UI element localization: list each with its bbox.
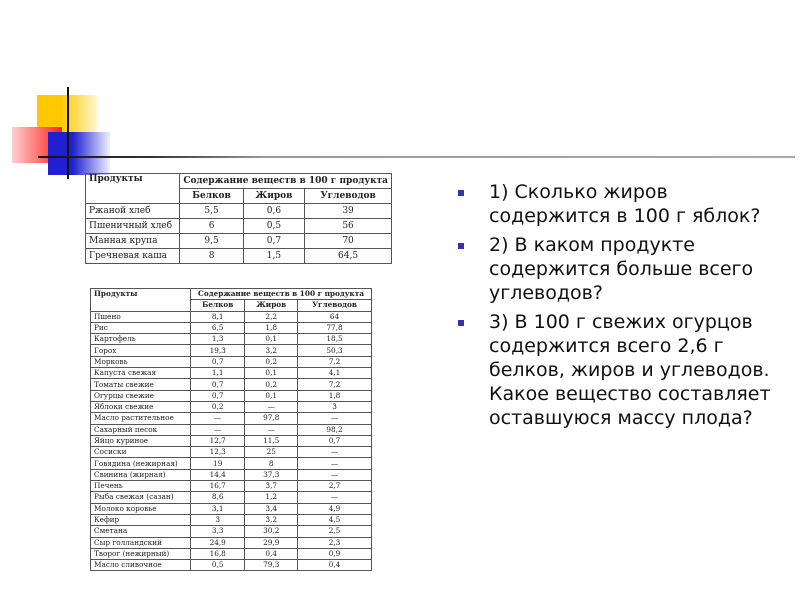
question-list xyxy=(458,180,793,435)
value-cell: 1,3 xyxy=(191,334,245,345)
product-name: Гречневая каша xyxy=(86,249,180,264)
value-cell: 24,9 xyxy=(191,537,245,548)
nutrition-table-small xyxy=(85,173,392,264)
value-cell: 77,8 xyxy=(298,322,372,333)
header-product: Продукты xyxy=(91,289,191,312)
bullet-icon xyxy=(458,190,464,196)
value-cell: — xyxy=(245,424,298,435)
product-name: Сыр голландский xyxy=(91,537,191,548)
value-cell: 6,5 xyxy=(191,322,245,333)
value-cell: 2,2 xyxy=(245,311,298,322)
table-row xyxy=(91,514,372,525)
value-cell: — xyxy=(298,458,372,469)
value-cell: — xyxy=(298,469,372,480)
value-cell: 1,1 xyxy=(191,368,245,379)
value-cell: 2,5 xyxy=(298,526,372,537)
value-cell: 4,5 xyxy=(298,514,372,525)
product-name: Горох xyxy=(91,345,191,356)
value-cell: 7,2 xyxy=(298,379,372,390)
table-row xyxy=(91,379,372,390)
value-cell: 0,1 xyxy=(245,334,298,345)
value-cell: 64,5 xyxy=(305,249,392,264)
decor-blue-square xyxy=(48,132,110,175)
product-name: Свинина (жирная) xyxy=(91,469,191,480)
table-row xyxy=(91,469,372,480)
value-cell: 1,8 xyxy=(245,322,298,333)
product-name: Рис xyxy=(91,322,191,333)
value-cell: 3,2 xyxy=(245,345,298,356)
value-cell: — xyxy=(191,413,245,424)
product-name: Молоко коровье xyxy=(91,503,191,514)
value-cell: — xyxy=(298,413,372,424)
product-name: Рыба свежая (сазан) xyxy=(91,492,191,503)
value-cell: 8,6 xyxy=(191,492,245,503)
table-row xyxy=(91,447,372,458)
value-cell: 6 xyxy=(180,219,243,234)
value-cell: 12,3 xyxy=(191,447,245,458)
header-group: Содержание веществ в 100 г продукта xyxy=(180,174,392,189)
value-cell: 0,5 xyxy=(191,560,245,571)
value-cell: 3 xyxy=(298,401,372,412)
value-cell: 16,8 xyxy=(191,548,245,559)
table-row xyxy=(91,368,372,379)
product-name: Творог (нежирный) xyxy=(91,548,191,559)
value-cell: 56 xyxy=(305,219,392,234)
table-row xyxy=(91,492,372,503)
value-cell: — xyxy=(298,447,372,458)
value-cell: 8 xyxy=(180,249,243,264)
value-cell: 0,9 xyxy=(298,548,372,559)
question-item xyxy=(458,180,793,228)
value-cell: 4,1 xyxy=(298,368,372,379)
product-name: Яйцо куриное xyxy=(91,435,191,446)
value-cell: — xyxy=(298,492,372,503)
product-name: Сосиски xyxy=(91,447,191,458)
table-row xyxy=(91,458,372,469)
value-cell: 4,9 xyxy=(298,503,372,514)
question-item xyxy=(458,310,793,430)
table-row xyxy=(86,234,392,249)
product-name: Картофель xyxy=(91,334,191,345)
table-row xyxy=(91,548,372,559)
value-cell: 64 xyxy=(298,311,372,322)
value-cell: 98,2 xyxy=(298,424,372,435)
product-name: Масло сливочное xyxy=(91,560,191,571)
value-cell: 0,7 xyxy=(298,435,372,446)
value-cell: 3,7 xyxy=(245,481,298,492)
value-cell: 9,5 xyxy=(180,234,243,249)
value-cell: 97,8 xyxy=(245,413,298,424)
table-row xyxy=(91,345,372,356)
value-cell: 1,8 xyxy=(298,390,372,401)
product-name: Печень xyxy=(91,481,191,492)
product-name: Масло растительное xyxy=(91,413,191,424)
value-cell: 70 xyxy=(305,234,392,249)
product-name: Капуста свежая xyxy=(91,368,191,379)
header-product: Продукты xyxy=(86,174,180,204)
product-name: Морковь xyxy=(91,356,191,367)
value-cell: 2,3 xyxy=(298,537,372,548)
value-cell: 3,3 xyxy=(191,526,245,537)
value-cell: 1,5 xyxy=(243,249,304,264)
table-row xyxy=(91,413,372,424)
value-cell: 0,1 xyxy=(245,390,298,401)
table-row xyxy=(91,334,372,345)
column-header: Белков xyxy=(191,300,245,311)
table-row xyxy=(91,481,372,492)
value-cell: 30,2 xyxy=(245,526,298,537)
value-cell: 11,5 xyxy=(245,435,298,446)
value-cell: 3,2 xyxy=(245,514,298,525)
value-cell: 39 xyxy=(305,204,392,219)
table-row xyxy=(86,219,392,234)
table-row xyxy=(91,401,372,412)
product-name: Сметана xyxy=(91,526,191,537)
column-header: Жиров xyxy=(245,300,298,311)
header-group: Содержание веществ в 100 г продукта xyxy=(191,289,372,300)
decor-vertical-line xyxy=(67,87,69,179)
value-cell: 3,1 xyxy=(191,503,245,514)
question-item xyxy=(458,233,793,305)
table-row xyxy=(86,249,392,264)
value-cell: 16,7 xyxy=(191,481,245,492)
table-row xyxy=(91,390,372,401)
table-row xyxy=(91,537,372,548)
value-cell: 0,5 xyxy=(243,219,304,234)
decor-horizontal-line xyxy=(38,156,795,158)
value-cell: 0,6 xyxy=(243,204,304,219)
table-row xyxy=(91,526,372,537)
column-header: Белков xyxy=(180,189,243,204)
value-cell: 12,7 xyxy=(191,435,245,446)
value-cell: — xyxy=(245,401,298,412)
value-cell: 8,1 xyxy=(191,311,245,322)
question-text: 2) В каком продукте содержится больше всего углеводов? xyxy=(489,234,754,304)
value-cell: 0,2 xyxy=(191,401,245,412)
table-row xyxy=(91,322,372,333)
column-header: Углеводов xyxy=(298,300,372,311)
product-name: Манная крупа xyxy=(86,234,180,249)
value-cell: 3 xyxy=(191,514,245,525)
value-cell: 0,2 xyxy=(245,379,298,390)
table-row xyxy=(91,356,372,367)
value-cell: 0,7 xyxy=(243,234,304,249)
product-name: Томаты свежие xyxy=(91,379,191,390)
value-cell: 7,2 xyxy=(298,356,372,367)
value-cell: 0,2 xyxy=(245,356,298,367)
value-cell: 8 xyxy=(245,458,298,469)
value-cell: 0,7 xyxy=(191,379,245,390)
value-cell: 14,4 xyxy=(191,469,245,480)
value-cell: 0,4 xyxy=(298,560,372,571)
table-row xyxy=(91,435,372,446)
value-cell: 29,9 xyxy=(245,537,298,548)
value-cell: 50,3 xyxy=(298,345,372,356)
table-row xyxy=(91,503,372,514)
value-cell: 37,3 xyxy=(245,469,298,480)
value-cell: 0,1 xyxy=(245,368,298,379)
header-row xyxy=(86,174,392,189)
value-cell: 1,2 xyxy=(245,492,298,503)
table-row xyxy=(91,560,372,571)
table-row xyxy=(91,424,372,435)
bullet-icon xyxy=(458,243,464,249)
value-cell: 2,7 xyxy=(298,481,372,492)
table-row xyxy=(86,204,392,219)
product-name: Пшеничный хлеб xyxy=(86,219,180,234)
product-name: Ржаной хлеб xyxy=(86,204,180,219)
value-cell: 0,7 xyxy=(191,356,245,367)
value-cell: — xyxy=(191,424,245,435)
value-cell: 25 xyxy=(245,447,298,458)
product-name: Кефир xyxy=(91,514,191,525)
question-text: 1) Сколько жиров содержится в 100 г яблок? xyxy=(489,181,761,227)
bullet-icon xyxy=(458,320,464,326)
product-name: Огурцы свежие xyxy=(91,390,191,401)
value-cell: 0,4 xyxy=(245,548,298,559)
question-text: 3) В 100 г свежих огурцов содержится всего 2,6 г белков, жиров и углеводов. Какое вещество составляет оставшуюся массу плода? xyxy=(489,311,771,429)
value-cell: 18,5 xyxy=(298,334,372,345)
product-name: Яблоки свежие xyxy=(91,401,191,412)
value-cell: 79,3 xyxy=(245,560,298,571)
value-cell: 5,5 xyxy=(180,204,243,219)
value-cell: 0,7 xyxy=(191,390,245,401)
value-cell: 19,3 xyxy=(191,345,245,356)
header-row xyxy=(91,289,372,300)
nutrition-table-large xyxy=(90,288,372,571)
product-name: Сахарный песок xyxy=(91,424,191,435)
column-header: Жиров xyxy=(243,189,304,204)
column-header: Углеводов xyxy=(305,189,392,204)
value-cell: 3,4 xyxy=(245,503,298,514)
product-name: Пшено xyxy=(91,311,191,322)
value-cell: 19 xyxy=(191,458,245,469)
table-row xyxy=(91,311,372,322)
product-name: Говядина (нежирная) xyxy=(91,458,191,469)
